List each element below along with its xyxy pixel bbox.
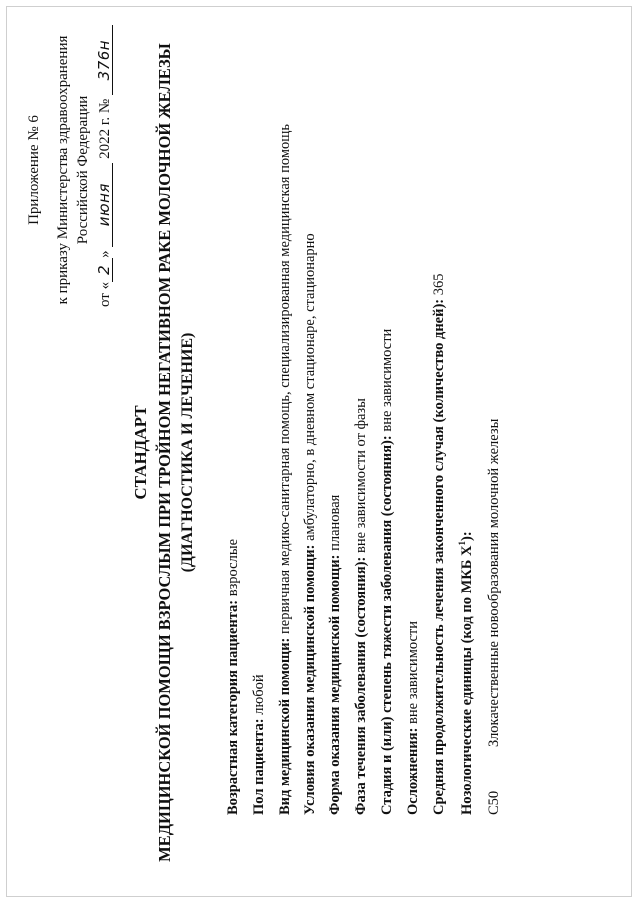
nosology-name: Злокачественные новообразования молочной железы [486,418,502,747]
title-subtitle: (ДИАГНОСТИКА И ЛЕЧЕНИЕ) [179,332,196,573]
nosology-label: Нозологические единицы (код по МКБ X [458,545,475,815]
nosology-label-end: ): [458,531,475,541]
field-label: Вид медицинской помощи: [277,637,293,815]
field-label: Стадия и (или) степень тяжести заболевания (состояния): [379,435,395,815]
field-label: Условия оказания медицинской помощи: [302,544,318,815]
field-disease-stage [380,329,395,815]
field-label: Фаза течения заболевания (состояния): [353,556,369,815]
field-label: Осложнения: [405,727,421,815]
field-care-type [278,124,293,815]
field-value: амбулаторно, в дневном стационаре, стационарно [302,233,318,545]
field-label: Возрастная категория пациента: [225,599,241,815]
title-main: МЕДИЦИНСКОЙ ПОМОЩИ ВЗРОСЛЫМ ПРИ ТРОЙНОМ НЕГАТИВНОМ РАКЕ МОЛОЧНОЙ ЖЕЛЕЗЫ [155,43,174,862]
order-number: 376н [97,25,113,95]
field-care-form [328,495,343,815]
field-age-category [226,539,241,815]
title-standard: СТАНДАРТ [131,405,150,500]
appendix-line-1: Приложение № 6 [26,115,42,225]
appendix-date-line [97,25,113,307]
field-value: 365 [431,273,447,299]
field-complications [406,621,421,815]
field-value: вне зависимости [379,328,395,436]
date-prefix: от « [97,281,113,307]
field-value: плановая [327,494,343,555]
field-value: первичная медико-санитарная помощь, специализированная медицинская помощь [277,123,293,638]
field-value: вне зависимости [405,620,421,728]
field-value: вне зависимости от фазы [353,398,369,557]
date-month: июня [97,163,113,247]
date-day: 2 [97,258,113,282]
appendix-line-2: к приказу Министерства здравоохранения [55,35,71,305]
nosology-code: C50 [486,790,502,815]
field-average-duration [432,274,447,816]
footnote-ref: 1 [457,541,467,546]
field-sex [252,674,267,815]
field-label: Форма оказания медицинской помощи: [327,554,343,815]
field-value: любой [251,674,267,719]
field-label: Средняя продолжительность лечения законченного случая (количество дней): [431,298,447,815]
date-year: 2022 г. № [97,98,113,159]
field-disease-phase [354,398,369,815]
field-care-conditions [303,233,318,815]
field-label: Пол пациента: [251,718,267,815]
nosology-heading [458,531,474,815]
date-mid: » [97,250,113,258]
field-value: взрослые [225,538,241,600]
appendix-line-3: Российской Федерации [75,95,91,245]
